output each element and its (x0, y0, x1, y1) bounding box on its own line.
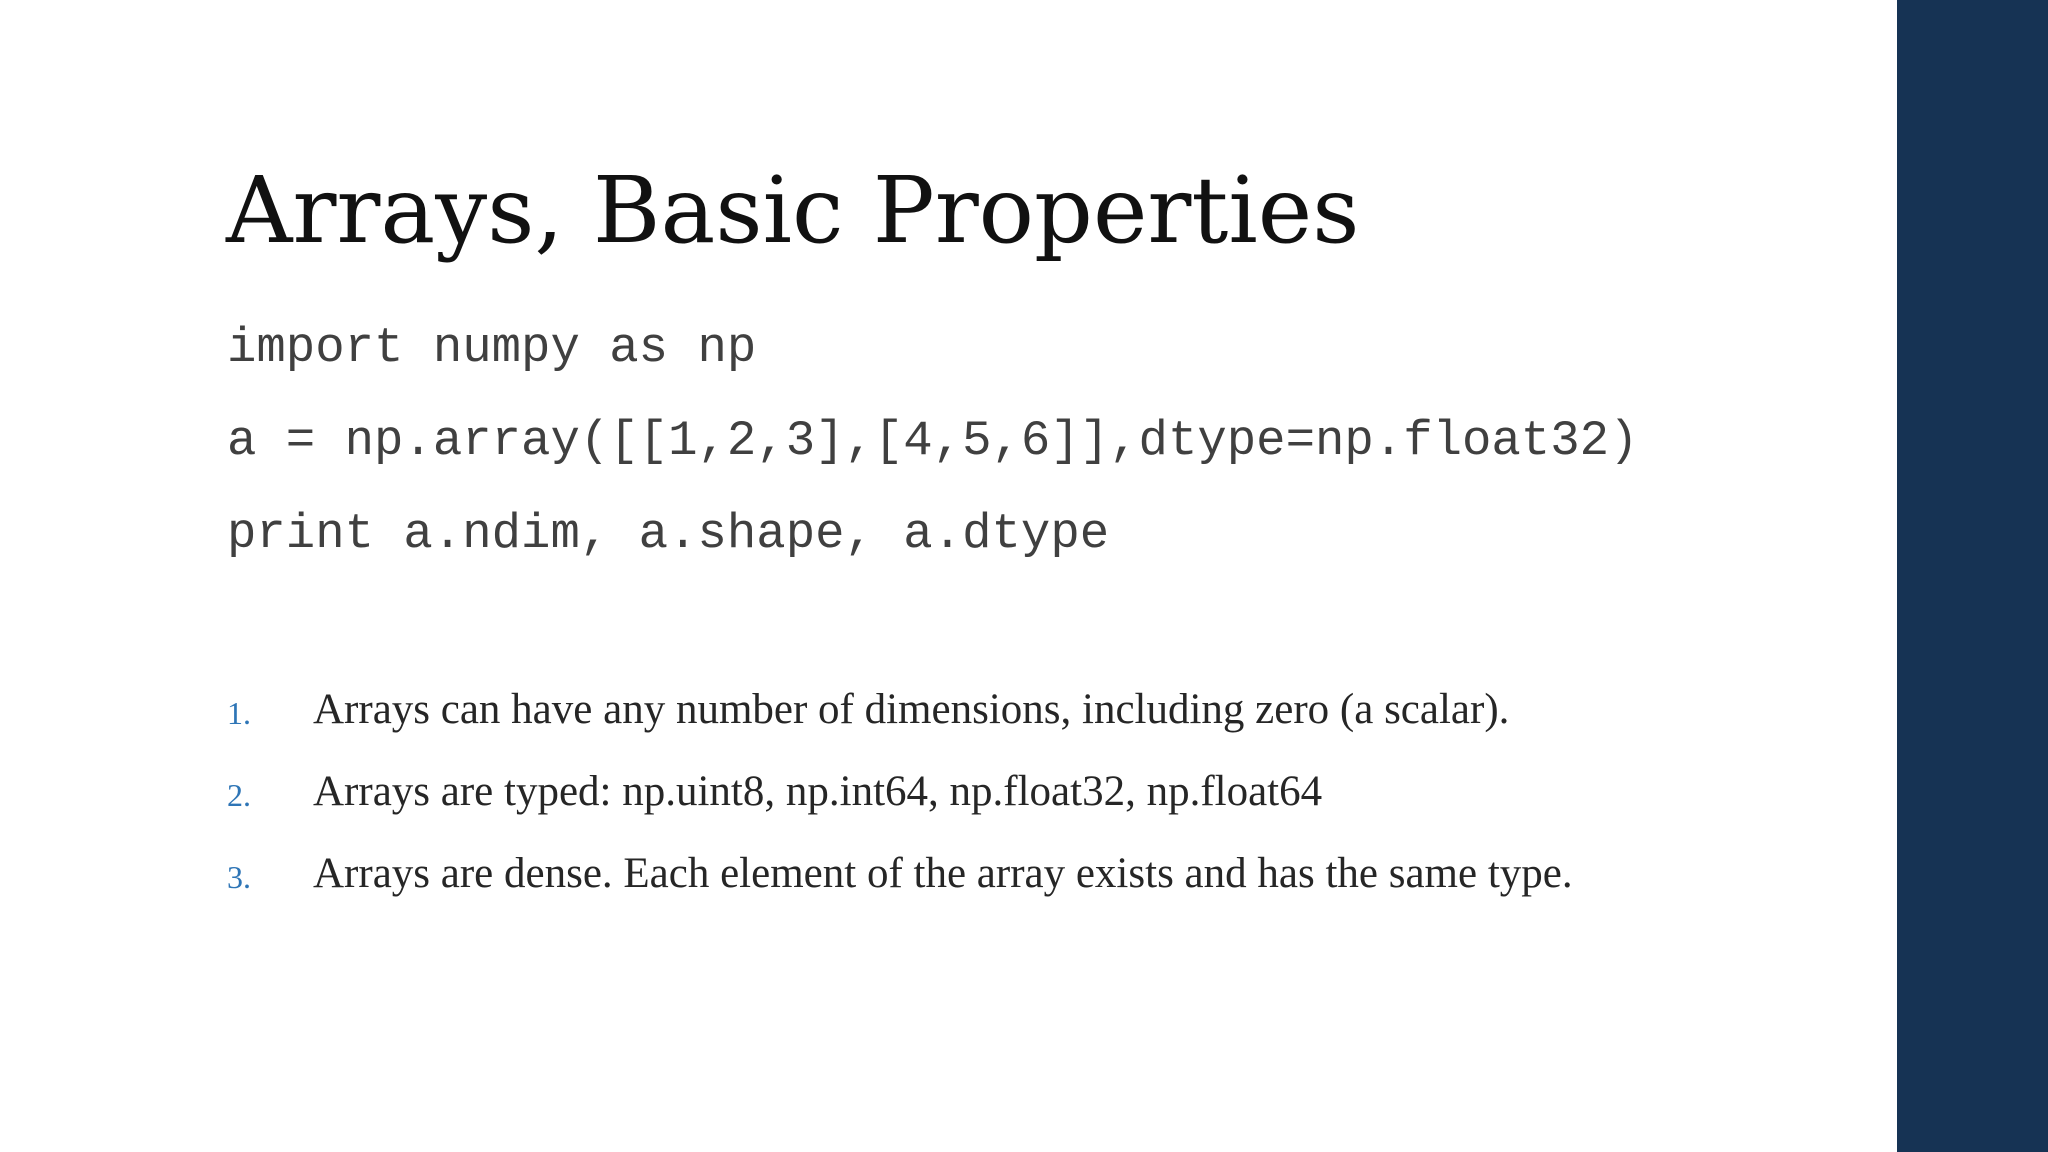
code-line: print a.ndim, a.shape, a.dtype (227, 506, 1110, 562)
list-item-text: Arrays are dense. Each element of the array exists and has the same type. (313, 850, 1573, 897)
code-line: a = np.array([[1,2,3],[4,5,6]],dtype=np.float32) (227, 413, 1639, 469)
list-item-text: Arrays are typed: np.uint8, np.int64, np.float32, np.float64 (313, 768, 1323, 815)
code-line: import numpy as np (227, 320, 757, 376)
decorative-sidebar (1897, 0, 2048, 1152)
bullet-list (227, 682, 1573, 928)
list-item-number: 3. (227, 859, 251, 895)
list-item-number: 1. (227, 695, 251, 731)
list-item (227, 682, 1573, 764)
list-item (227, 846, 1573, 928)
list-item-text: Arrays can have any number of dimensions, including zero (a scalar). (313, 686, 1510, 733)
code-block (227, 318, 1638, 597)
slide-title: Arrays, Basic Properties (226, 157, 1360, 264)
list-item-number: 2. (227, 777, 251, 813)
list-item (227, 764, 1573, 846)
